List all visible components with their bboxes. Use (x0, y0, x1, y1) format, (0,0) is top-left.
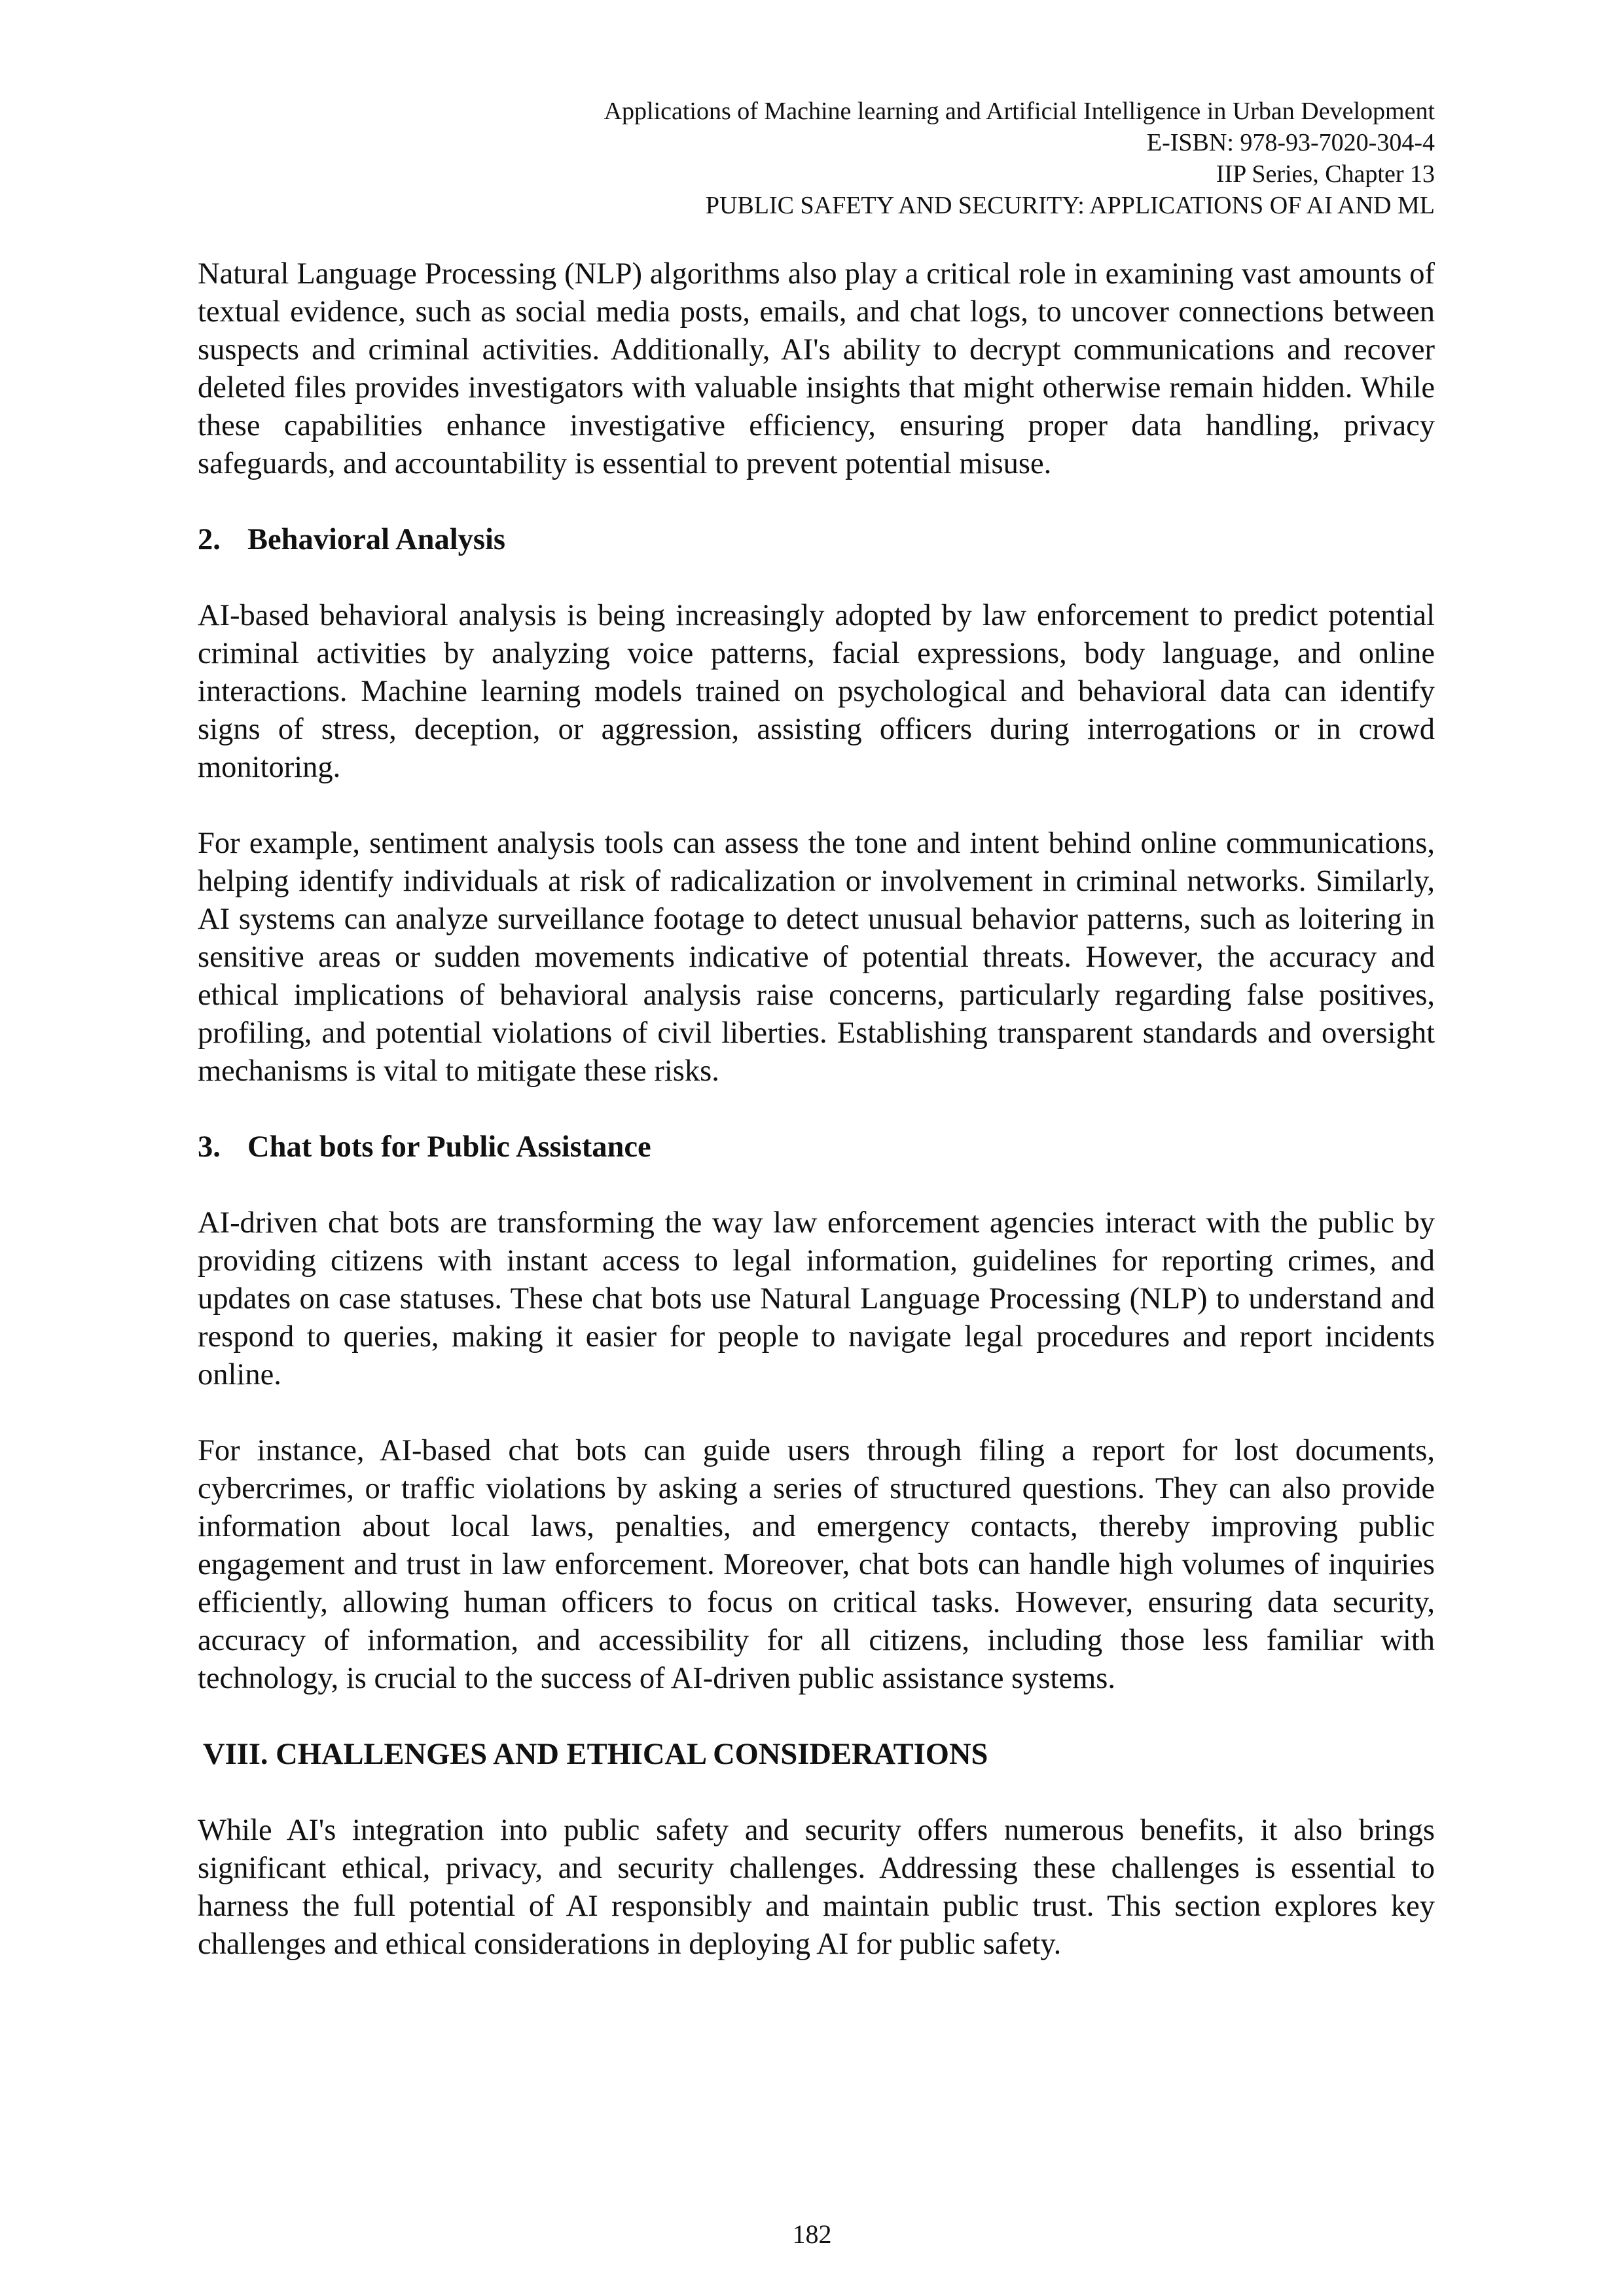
header-isbn: E-ISBN: 978-93-7020-304-4 (1146, 129, 1435, 156)
running-header (198, 96, 1435, 221)
subheading-number: 3. (198, 1130, 221, 1164)
header-book-title: Applications of Machine learning and Artificial Intelligence in Urban Development (604, 98, 1435, 125)
paragraph-nlp-evidence: Natural Language Processing (NLP) algorithms also play a critical role in examining vast amounts of textual evidence, such as social media posts, emails, and chat logs, to uncover connections between suspects and criminal activities. Additionally, AI's ability to decrypt communications and recover deleted files provides investigators with valuable insights that might otherwise remain hidden. While these capabilities enhance investigative efficiency, ensuring proper data handling, privacy safeguards, and accountability is essential to prevent potential misuse. (198, 257, 1435, 480)
subheading-number: 2. (198, 523, 221, 556)
paragraph-chat-bots-example: For instance, AI-based chat bots can guide users through filing a report for lost documents, cybercrimes, or traffic violations by asking a series of structured questions. They can also provide information about local laws, penalties, and emergency contacts, thereby improving public engagement and trust in law enforcement. Moreover, chat bots can handle high volumes of inquiries efficiently, allowing human officers to focus on critical tasks. However, ensuring data security, accuracy of information, and accessibility for all citizens, including those less familiar with technology, is crucial to the success of AI-driven public assistance systems. (198, 1434, 1435, 1695)
body-text (198, 255, 1435, 2001)
paragraph-chat-bots: AI-driven chat bots are transforming the way law enforcement agencies interact with the public by providing citizens with instant access to legal information, guidelines for reporting crimes, and updates on case statuses. These chat bots use Natural Language Processing (NLP) to understand and respond to queries, making it easier for people to navigate legal procedures and report incidents online. (198, 1206, 1435, 1391)
subheading-text: Chat bots for Public Assistance (247, 1130, 651, 1164)
subheading-text: Behavioral Analysis (247, 523, 506, 556)
page-number: 182 (792, 2219, 832, 2249)
header-chapter-title: PUBLIC SAFETY AND SECURITY: APPLICATIONS OF AI AND ML (705, 192, 1435, 219)
paragraph-sentiment-example: For example, sentiment analysis tools can assess the tone and intent behind online communications, helping identify individuals at risk of radicalization or involvement in criminal networks. Similarly, AI systems can analyze surveillance footage to detect unusual behavior patterns, such as loitering in sensitive areas or sudden movements indicative of potential threats. However, the accuracy and ethical implications of behavioral analysis raise concerns, particularly regarding false positives, profiling, and potential violations of civil liberties. Establishing transparent standards and oversight mechanisms is vital to mitigate these risks. (198, 827, 1435, 1088)
subheading-chat-bots (198, 1128, 1435, 1166)
header-series-chapter: IIP Series, Chapter 13 (1216, 160, 1435, 188)
paragraph-challenges-intro: While AI's integration into public safety and security offers numerous benefits, it also brings significant ethical, privacy, and security challenges. Addressing these challenges is essential to harness the full potential of AI responsibly and maintain public trust. This section explores key challenges and ethical considerations in deploying AI for public safety. (198, 1814, 1435, 1961)
paragraph-behavioral-analysis: AI-based behavioral analysis is being increasingly adopted by law enforcement to predict potential criminal activities by analyzing voice patterns, facial expressions, body language, and online interactions. Machine learning models trained on psychological and behavioral data can identify signs of stress, deception, or aggression, assisting officers during interrogations or in crowd monitoring. (198, 599, 1435, 784)
subheading-behavioral-analysis (198, 521, 1435, 559)
section-heading-challenges: VIII. CHALLENGES AND ETHICAL CONSIDERATIONS (203, 1738, 988, 1771)
